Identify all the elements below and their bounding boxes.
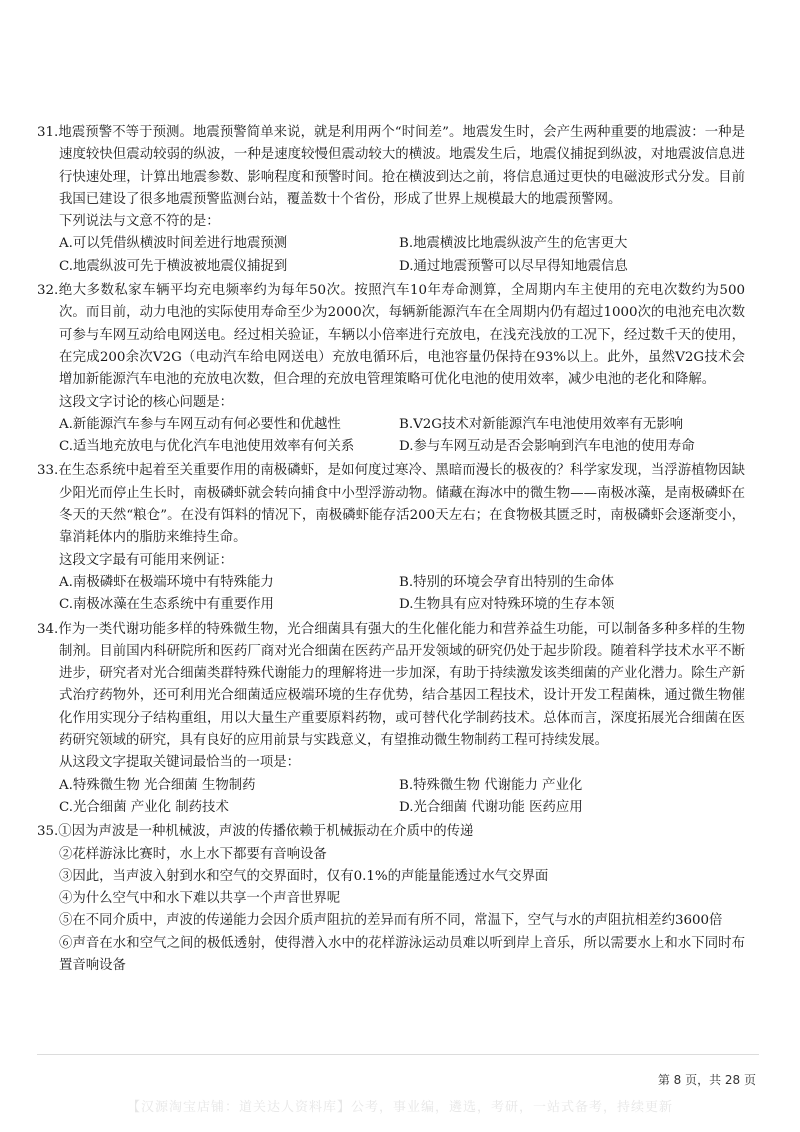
option-b[interactable]: B.特殊微生物 代谢能力 产业化 xyxy=(399,777,583,793)
sentence-5: ⑤在不同介质中，声波的传递能力会因介质声阻抗的差异而有所不同，常温下，空气与水的声阻抗相差约3600倍 xyxy=(59,913,723,929)
question-stem: 31.地震预警不等于预测。地震预警简单来说，就是利用两个“时间差”。地震发生时，会产生两种重要的地震波：一种是速度较快但震动较弱的纵波，一种是速度较慢但震动较大的横波。地震发生后，地震仪捕捉到纵波，对地震波信息进行快速处理，计算出地震参数、影响程度和预警时间。抢在横波到达之前，将信息通过更快的电磁波形式分发。目前我国已建设了很多地震预警监测台站，覆盖数十个省份，形成了世界上规模最大的地震预警网。 xyxy=(37,125,745,207)
question-33 xyxy=(37,460,745,616)
page-content xyxy=(37,122,745,979)
option-c[interactable]: C.地震纵波可先于横波被地震仪捕捉到 xyxy=(59,258,288,274)
sentence-2: ②花样游泳比赛时，水上水下都要有音响设备 xyxy=(59,846,327,862)
option-c[interactable]: C.光合细菌 产业化 制药技术 xyxy=(59,799,229,815)
option-c[interactable]: C.南极冰藻在生态系统中有重要作用 xyxy=(59,597,274,613)
question-prompt: 下列说法与文意不符的是： xyxy=(59,214,220,230)
option-a[interactable]: A.南极磷虾在极端环境中有特殊能力 xyxy=(59,574,274,590)
option-list xyxy=(37,233,745,278)
option-c[interactable]: C.适当地充放电与优化汽车电池使用效率有何关系 xyxy=(59,439,355,455)
option-d[interactable]: D.生物具有应对特殊环境的生存本领 xyxy=(399,597,615,613)
question-32 xyxy=(37,280,745,458)
question-35 xyxy=(37,821,745,977)
sentence-1: 35.①因为声波是一种机械波，声波的传播依赖于机械振动在介质中的传递 xyxy=(37,824,474,840)
sentence-4: ④为什么空气中和水下难以共享一个声音世界呢 xyxy=(59,891,341,907)
footer-divider xyxy=(37,1054,759,1055)
question-31 xyxy=(37,122,745,278)
option-b[interactable]: B.地震横波比地震纵波产生的危害更大 xyxy=(399,236,628,252)
option-d[interactable]: D.参与车网互动是否会影响到汽车电池的使用寿命 xyxy=(399,439,695,455)
question-stem: 34.作为一类代谢功能多样的特殊微生物，光合细菌具有强大的生化催化能力和营养益生功能，可以制备多种多样的生物制剂。目前国内科研院所和医药厂商对光合细菌在医药产品开发领域的研究仍处于起步阶段。随着科学技术水平不断进步，研究者对光合细菌类群特殊代谢能力的理解将进一步加深，有助于持续激发该类细菌的产业化潜力。除生产新式治疗药物外，还可利用光合细菌适应极端环境的生存优势，结合基因工程技术，设计开发工程菌株，通过微生物催化作用实现分子结构重组，用以大量生产重要原料药物，或可替代化学制药技术。总体而言，深度拓展光合细菌在医药研究领域的研究，具有良好的应用前景与实践意义，有望推动微生物制药工程可持续发展。 xyxy=(37,621,745,749)
option-list xyxy=(37,775,745,820)
page-number: 第 8 页，共 28 页 xyxy=(657,1073,756,1087)
question-stem: 33.在生态系统中起着至关重要作用的南极磷虾，是如何度过寒冷、黑暗而漫长的极夜的？科学家发现，当浮游植物因缺少阳光而停止生长时，南极磷虾就会转向捕食中小型浮游动物。储藏在海冰中的微生物——南极冰藻，是南极磷虾在冬天的天然“粮仓”。在没有饵料的情况下，南极磷虾能存活200天左右；在食物极其匮乏时，南极磷虾会逐渐变小，靠消耗体内的脂肪来维持生命。 xyxy=(37,463,745,546)
question-stem: 32.绝大多数私家车辆平均充电频率约为每年50次。按照汽车10年寿命测算，全周期内车主使用的充电次数约为500次。而目前，动力电池的实际使用寿命至少为2000次，每辆新能源汽车在全周期内仍有超过1000次的电池充电次数可参与车网互动给电网送电。经过相关验证，车辆以小倍率进行充放电，在浅充浅放的工况下，经过数千天的使用，在完成200余次V2G（电动汽车给电网送电）充放电循环后，电池容量仍保持在93%以上。此外，虽然V2G技术会增加新能源汽车电池的充放电次数，但合理的充放电管理策略可优化电池的使用效率，减少电池的老化和降解。 xyxy=(37,283,745,388)
option-list xyxy=(37,572,745,617)
option-d[interactable]: D.光合细菌 代谢功能 医药应用 xyxy=(399,799,583,815)
question-prompt: 这段文字最有可能用来例证： xyxy=(59,552,234,568)
option-a[interactable]: A.特殊微生物 光合细菌 生物制药 xyxy=(59,777,256,793)
watermark-text: 【汉源淘宝店铺：道关达人资料库】公考，事业编，遴选，考研，一站式备考，持续更新 xyxy=(126,1100,673,1115)
sentence-3: ③因此，当声波入射到水和空气的交界面时，仅有0.1%的声能量能透过水气交界面 xyxy=(59,868,549,884)
sentence-6: ⑥声音在水和空气之间的极低透射，使得潜入水中的花样游泳运动员难以听到岸上音乐，所以需要水上和水下同时布置音响设备 xyxy=(59,935,745,973)
question-prompt: 从这段文字提取关键词最恰当的一项是： xyxy=(59,755,301,771)
question-34 xyxy=(37,619,745,820)
option-a[interactable]: A.可以凭借纵横波时间差进行地震预测 xyxy=(59,236,288,252)
option-d[interactable]: D.通过地震预警可以尽早得知地震信息 xyxy=(399,258,628,274)
option-list xyxy=(37,414,745,459)
option-a[interactable]: A.新能源汽车参与车网互动有何必要性和优越性 xyxy=(59,416,341,432)
option-b[interactable]: B.V2G技术对新能源汽车电池使用效率有无影响 xyxy=(399,416,684,432)
option-b[interactable]: B.特别的环境会孕育出特别的生命体 xyxy=(399,574,614,590)
question-prompt: 这段文字讨论的核心问题是： xyxy=(59,394,234,410)
